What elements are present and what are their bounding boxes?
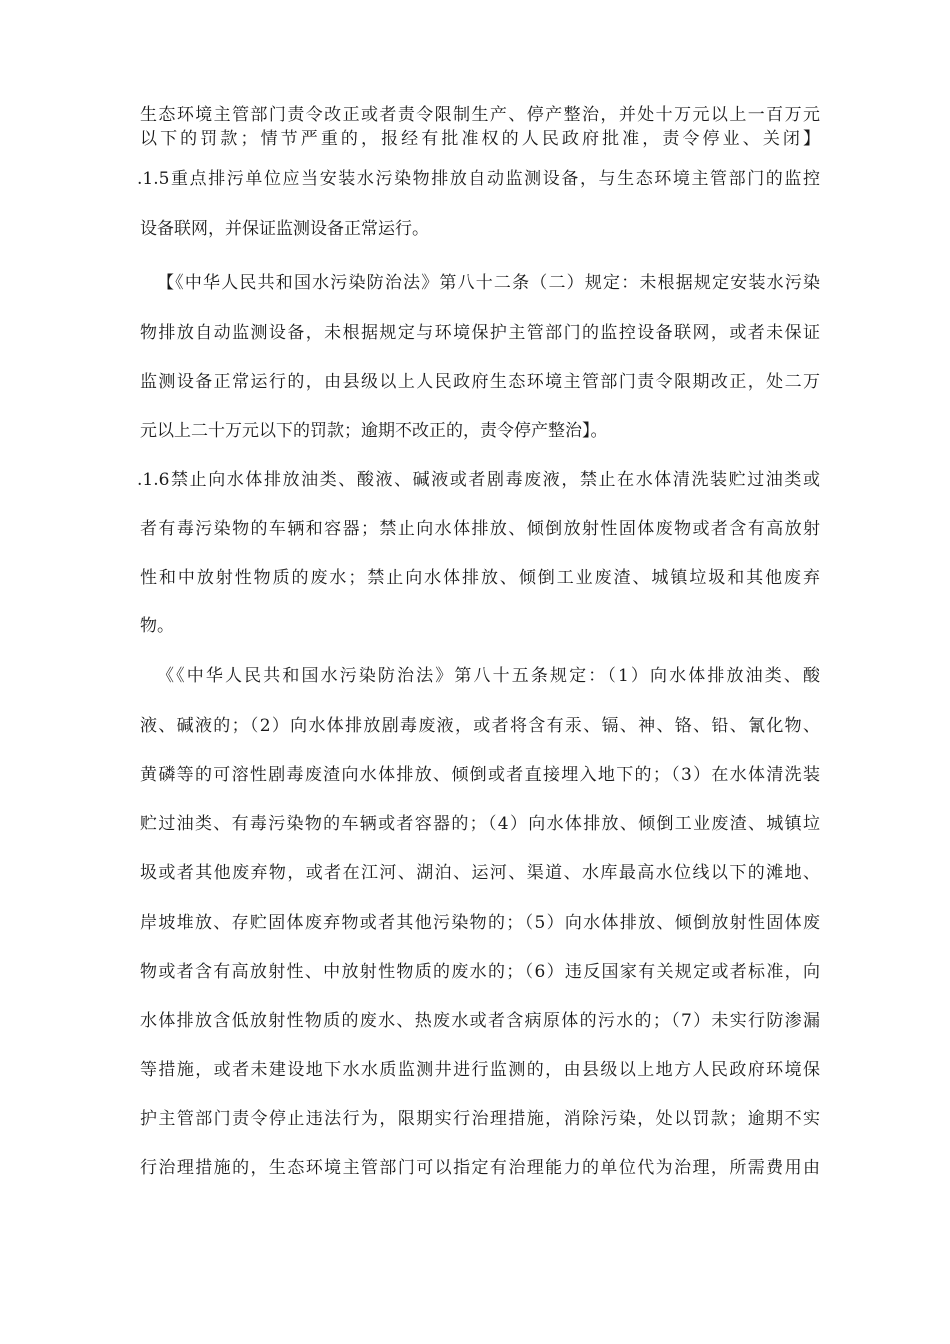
- text-line: .1.5重点排污单位应当安装水污染物排放自动监测设备，与生态环境主管部门的监控: [137, 169, 820, 189]
- text-line: 等措施，或者未建设地下水水质监测井进行监测的，由县级以上地方人民政府环境保: [140, 1060, 820, 1080]
- text-line: 黄磷等的可溶性剧毒废渣向水体排放、倾倒或者直接埋入地下的；（3）在水体清洗装: [140, 765, 820, 785]
- text-line: 物。: [140, 616, 174, 636]
- text-line: 岸坡堆放、存贮固体废弃物或者其他污染物的；（5）向水体排放、倾倒放射性固体废: [140, 913, 820, 933]
- text-line: 圾或者其他废弃物，或者在江河、湖泊、运河、渠道、水库最高水位线以下的滩地、: [140, 863, 820, 883]
- text-line: 监测设备正常运行的，由县级以上人民政府生态环境主管部门责令限期改正，处二万: [140, 372, 820, 392]
- text-line: 设备联网，并保证监测设备正常运行。: [140, 219, 429, 239]
- text-line: 水体排放含低放射性物质的废水、热废水或者含病原体的污水的；（7）未实行防渗漏: [140, 1011, 820, 1031]
- text-line: 生态环境主管部门责令改正或者责令限制生产、停产整治，并处十万元以上一百万元: [140, 105, 820, 125]
- text-line: 物或者含有高放射性、中放射性物质的废水的；（6）违反国家有关规定或者标准，向: [140, 962, 820, 982]
- text-line: 液、碱液的；（2）向水体排放剧毒废液，或者将含有汞、镉、神、铬、铅、氰化物、: [140, 716, 820, 736]
- text-line: 贮过油类、有毒污染物的车辆或者容器的；（4）向水体排放、倾倒工业废渣、城镇垃: [140, 814, 820, 834]
- text-line: 行治理措施的，生态环境主管部门可以指定有治理能力的单位代为治理，所需费用由: [140, 1158, 820, 1178]
- text-line: 性和中放射性物质的废水；禁止向水体排放、倾倒工业废渣、城镇垃圾和其他废弃: [140, 568, 820, 588]
- text-line: 《《中华人民共和国水污染防治法》第八十五条规定：（1）向水体排放油类、酸: [157, 666, 820, 686]
- text-line: 者有毒污染物的车辆和容器；禁止向水体排放、倾倒放射性固体废物或者含有高放射: [140, 519, 820, 539]
- text-line: 物排放自动监测设备，未根据规定与环境保护主管部门的监控设备联网，或者未保证: [140, 323, 820, 343]
- text-line: .1.6禁止向水体排放油类、酸液、碱液或者剧毒废液，禁止在水体清洗装贮过油类或: [137, 470, 820, 490]
- text-line: 元以上二十万元以下的罚款；逾期不改正的，责令停产整治】。: [140, 421, 608, 441]
- text-line: 护主管部门责令停止违法行为，限期实行治理措施，消除污染，处以罚款；逾期不实: [140, 1109, 820, 1129]
- text-line: 【《中华人民共和国水污染防治法》第八十二条（二）规定：未根据规定安装水污染: [157, 273, 820, 293]
- text-line: 以下的罚款；情节严重的，报经有批准权的人民政府批准，责令停业、关闭】: [140, 129, 820, 149]
